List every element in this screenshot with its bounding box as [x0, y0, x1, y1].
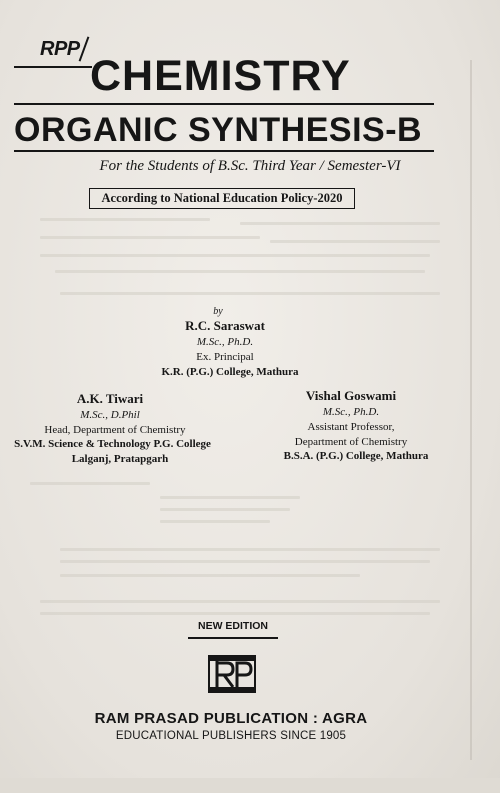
bleed-through-text [30, 482, 150, 485]
publisher-tagline: EDUCATIONAL PUBLISHERS SINCE 1905 [115, 730, 347, 742]
edition-label: NEW EDITION [198, 620, 268, 632]
bleed-through-text [40, 218, 210, 221]
author-college: B.S.A. (P.G.) College, Mathura [283, 450, 429, 462]
author-position: Assistant Professor, [307, 421, 395, 433]
author-name: R.C. Saraswat [185, 318, 265, 333]
bleed-through-text [60, 292, 440, 295]
edition-underline [188, 637, 278, 639]
subject-title: CHEMISTRY [90, 52, 351, 100]
bleed-through-text [40, 254, 430, 257]
author-position: Head, Department of Chemistry [44, 424, 186, 436]
bleed-through-text [270, 240, 440, 243]
bleed-through-text [160, 520, 270, 523]
audience-line: For the Students of B.Sc. Third Year / Semester-VI [99, 158, 401, 174]
author-college: S.V.M. Science & Technology P.G. College [14, 438, 211, 450]
policy-box: According to National Education Policy-2020 [89, 188, 355, 209]
publisher-name: RAM PRASAD PUBLICATION : AGRA [94, 710, 368, 727]
author-location: Lalganj, Pratapgarh [71, 453, 169, 465]
author-degree: M.Sc., Ph.D. [322, 406, 380, 418]
author-name: Vishal Goswami [305, 388, 397, 403]
author-degree: M.Sc., Ph.D. [196, 336, 254, 348]
bleed-through-text [40, 612, 430, 615]
author-name: A.K. Tiwari [76, 391, 144, 406]
book-title: ORGANIC SYNTHESIS-B [14, 111, 423, 149]
title-rule-top [14, 103, 434, 105]
bleed-through-text [160, 508, 290, 511]
bleed-through-text [40, 236, 260, 239]
bleed-through-text [60, 548, 440, 551]
author-position: Ex. Principal [196, 351, 254, 363]
series-label: RPP [40, 38, 80, 60]
bleed-through-text [160, 496, 300, 499]
by-label: by [213, 306, 223, 317]
bleed-through-text [40, 600, 440, 603]
bleed-through-text [60, 574, 360, 577]
bleed-through-text [240, 222, 440, 225]
publisher-logo-icon [207, 651, 257, 697]
series-underline [14, 66, 92, 68]
bleed-through-text [60, 560, 430, 563]
author-college: K.R. (P.G.) College, Mathura [161, 366, 299, 378]
author-department: Department of Chemistry [294, 436, 408, 448]
title-rule-bottom [14, 150, 434, 152]
bleed-through-text [55, 270, 425, 273]
author-degree: M.Sc., D.Phil [80, 409, 140, 421]
series-slash [79, 36, 90, 61]
page-bottom-edge [0, 778, 500, 793]
